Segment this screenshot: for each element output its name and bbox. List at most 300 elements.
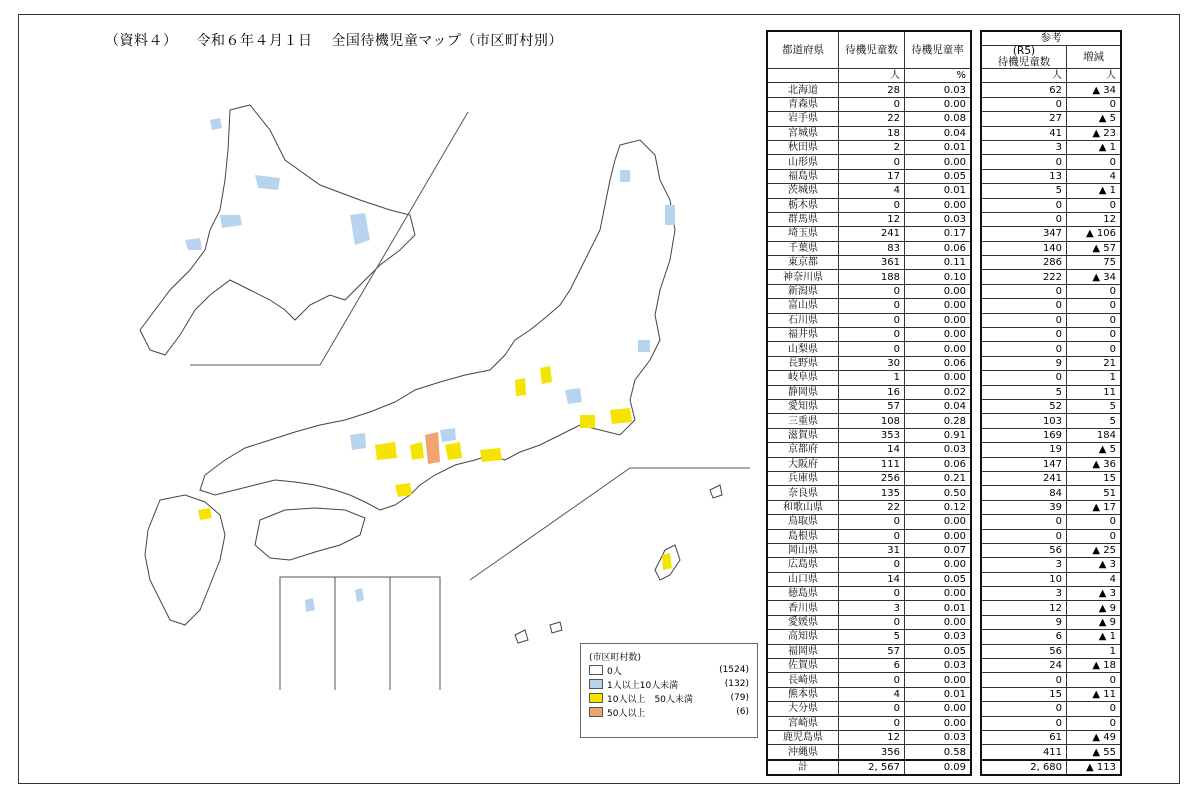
- cell-change: ▲ 106: [1067, 227, 1121, 241]
- cell-rate: 0.08: [904, 112, 971, 126]
- cell-r5: 0: [981, 284, 1067, 298]
- reference-row: [981, 270, 1121, 284]
- cell-change: 0: [1067, 299, 1121, 313]
- header-rate: 待機児童率: [904, 31, 971, 69]
- cell-change: ▲ 55: [1067, 745, 1121, 760]
- total-rate: 0.09: [904, 760, 971, 775]
- cell-count: 0: [839, 702, 905, 716]
- cell-rate: 0.01: [904, 687, 971, 701]
- reference-row: [981, 745, 1121, 760]
- cell-rate: 0.01: [904, 601, 971, 615]
- table-row: [767, 241, 971, 255]
- cell-pref: 三重県: [767, 414, 839, 428]
- cell-r5: 24: [981, 659, 1067, 673]
- table-row: [767, 630, 971, 644]
- cell-r5: 15: [981, 687, 1067, 701]
- cell-r5: 5: [981, 184, 1067, 198]
- cell-pref: 山梨県: [767, 342, 839, 356]
- cell-pref: 北海道: [767, 83, 839, 97]
- table-row: [767, 500, 971, 514]
- cell-count: 57: [839, 644, 905, 658]
- cell-change: ▲ 23: [1067, 126, 1121, 140]
- table-row: [767, 587, 971, 601]
- cell-rate: 0.04: [904, 126, 971, 140]
- cell-pref: 佐賀県: [767, 659, 839, 673]
- cell-count: 0: [839, 558, 905, 572]
- cell-change: 0: [1067, 97, 1121, 111]
- cell-change: ▲ 5: [1067, 443, 1121, 457]
- cell-r5: 27: [981, 112, 1067, 126]
- cell-change: ▲ 1: [1067, 140, 1121, 154]
- table-row: [767, 140, 971, 154]
- cell-pref: 東京都: [767, 256, 839, 270]
- cell-r5: 0: [981, 515, 1067, 529]
- reference-row: [981, 443, 1121, 457]
- table-row: [767, 313, 971, 327]
- reference-row: [981, 615, 1121, 629]
- table-row: [767, 414, 971, 428]
- cell-rate: 0.11: [904, 256, 971, 270]
- cell-r5: 222: [981, 270, 1067, 284]
- cell-r5: 286: [981, 256, 1067, 270]
- cell-pref: 山口県: [767, 572, 839, 586]
- reference-row: [981, 97, 1121, 111]
- cell-r5: 56: [981, 543, 1067, 557]
- cell-pref: 大分県: [767, 702, 839, 716]
- table-row: [767, 543, 971, 557]
- cell-change: 0: [1067, 716, 1121, 730]
- unit-pref: [767, 69, 839, 83]
- cell-pref: 愛知県: [767, 399, 839, 413]
- cell-count: 0: [839, 587, 905, 601]
- cell-count: 0: [839, 529, 905, 543]
- cell-count: 4: [839, 184, 905, 198]
- cell-rate: 0.02: [904, 385, 971, 399]
- cell-r5: 41: [981, 126, 1067, 140]
- reference-row: [981, 529, 1121, 543]
- reference-row: [981, 126, 1121, 140]
- cell-r5: 411: [981, 745, 1067, 760]
- table-row: [767, 299, 971, 313]
- cell-pref: 新潟県: [767, 284, 839, 298]
- table-row: [767, 212, 971, 226]
- cell-count: 0: [839, 299, 905, 313]
- cell-count: 22: [839, 500, 905, 514]
- cell-r5: 3: [981, 587, 1067, 601]
- table-row: [767, 673, 971, 687]
- reference-row: [981, 486, 1121, 500]
- cell-r5: 0: [981, 529, 1067, 543]
- table-row: [767, 659, 971, 673]
- cell-r5: 347: [981, 227, 1067, 241]
- total-reference-row: [981, 760, 1121, 775]
- cell-rate: 0.03: [904, 659, 971, 673]
- cell-count: 14: [839, 572, 905, 586]
- cell-rate: 0.07: [904, 543, 971, 557]
- cell-rate: 0.00: [904, 284, 971, 298]
- cell-rate: 0.03: [904, 212, 971, 226]
- cell-count: 256: [839, 471, 905, 485]
- cell-change: ▲ 3: [1067, 558, 1121, 572]
- cell-r5: 84: [981, 486, 1067, 500]
- cell-r5: 39: [981, 500, 1067, 514]
- cell-pref: 沖縄県: [767, 745, 839, 760]
- title-date: 令和６年４月１日: [196, 33, 313, 49]
- cell-rate: 0.00: [904, 515, 971, 529]
- cell-pref: 神奈川県: [767, 270, 839, 284]
- cell-count: 2: [839, 140, 905, 154]
- table-row: [767, 342, 971, 356]
- cell-rate: 0.06: [904, 457, 971, 471]
- cell-r5: 52: [981, 399, 1067, 413]
- table-row: [767, 169, 971, 183]
- cell-count: 4: [839, 687, 905, 701]
- reference-row: [981, 169, 1121, 183]
- table-row: [767, 256, 971, 270]
- cell-change: 11: [1067, 385, 1121, 399]
- table-row: [767, 385, 971, 399]
- cell-count: 0: [839, 342, 905, 356]
- cell-change: 12: [1067, 212, 1121, 226]
- cell-r5: 9: [981, 356, 1067, 370]
- cell-pref: 千葉県: [767, 241, 839, 255]
- cell-rate: 0.00: [904, 371, 971, 385]
- cell-pref: 香川県: [767, 601, 839, 615]
- cell-rate: 0.03: [904, 730, 971, 744]
- cell-count: 0: [839, 313, 905, 327]
- cell-pref: 富山県: [767, 299, 839, 313]
- cell-pref: 福島県: [767, 169, 839, 183]
- reference-row: [981, 399, 1121, 413]
- reference-row: [981, 227, 1121, 241]
- cell-count: 31: [839, 543, 905, 557]
- cell-change: 4: [1067, 572, 1121, 586]
- reference-row: [981, 83, 1121, 97]
- total-r5: 2, 680: [981, 760, 1067, 775]
- table-row: [767, 112, 971, 126]
- cell-r5: 140: [981, 241, 1067, 255]
- cell-r5: 0: [981, 371, 1067, 385]
- table-row: [767, 443, 971, 457]
- legend-count: (132): [724, 679, 749, 689]
- cell-rate: 0.01: [904, 184, 971, 198]
- cell-change: 15: [1067, 471, 1121, 485]
- cell-change: ▲ 3: [1067, 587, 1121, 601]
- cell-count: 5: [839, 630, 905, 644]
- cell-count: 0: [839, 198, 905, 212]
- cell-pref: 徳島県: [767, 587, 839, 601]
- unit-change: 人: [1067, 69, 1121, 83]
- cell-change: 0: [1067, 673, 1121, 687]
- cell-r5: 0: [981, 716, 1067, 730]
- table-row: [767, 730, 971, 744]
- table-row: [767, 284, 971, 298]
- cell-count: 0: [839, 155, 905, 169]
- cell-rate: 0.00: [904, 342, 971, 356]
- cell-pref: 兵庫県: [767, 471, 839, 485]
- cell-count: 111: [839, 457, 905, 471]
- cell-change: 0: [1067, 515, 1121, 529]
- reference-row: [981, 687, 1121, 701]
- reference-row: [981, 313, 1121, 327]
- reference-row: [981, 385, 1121, 399]
- cell-r5: 0: [981, 313, 1067, 327]
- legend-count: (1524): [719, 665, 749, 675]
- legend-label: 0人: [607, 666, 622, 677]
- cell-change: 5: [1067, 414, 1121, 428]
- reference-row: [981, 112, 1121, 126]
- header-count: 待機児童数: [839, 31, 905, 69]
- cell-r5: 12: [981, 601, 1067, 615]
- cell-r5: 0: [981, 212, 1067, 226]
- cell-count: 0: [839, 328, 905, 342]
- reference-row: [981, 515, 1121, 529]
- cell-pref: 岐阜県: [767, 371, 839, 385]
- header-r5-line2: 待機児童数: [997, 56, 1051, 68]
- cell-change: ▲ 57: [1067, 241, 1121, 255]
- legend-label: 10人以上 50人未満: [607, 694, 693, 705]
- cell-pref: 栃木県: [767, 198, 839, 212]
- total-change: ▲ 113: [1067, 760, 1121, 775]
- reference-row: [981, 702, 1121, 716]
- cell-change: 0: [1067, 284, 1121, 298]
- cell-change: 0: [1067, 198, 1121, 212]
- cell-pref: 大阪府: [767, 457, 839, 471]
- cell-change: 0: [1067, 328, 1121, 342]
- cell-change: 0: [1067, 529, 1121, 543]
- cell-r5: 0: [981, 328, 1067, 342]
- reference-row: [981, 630, 1121, 644]
- cell-rate: 0.03: [904, 443, 971, 457]
- cell-pref: 島根県: [767, 529, 839, 543]
- cell-rate: 0.00: [904, 198, 971, 212]
- cell-change: 0: [1067, 313, 1121, 327]
- cell-r5: 147: [981, 457, 1067, 471]
- reference-row: [981, 414, 1121, 428]
- cell-change: 1: [1067, 644, 1121, 658]
- cell-r5: 19: [981, 443, 1067, 457]
- reference-row: [981, 198, 1121, 212]
- cell-count: 14: [839, 443, 905, 457]
- cell-rate: 0.28: [904, 414, 971, 428]
- cell-r5: 103: [981, 414, 1067, 428]
- table-row: [767, 687, 971, 701]
- table-row: [767, 371, 971, 385]
- cell-rate: 0.00: [904, 702, 971, 716]
- cell-pref: 愛媛県: [767, 615, 839, 629]
- cell-rate: 0.00: [904, 558, 971, 572]
- reference-row: [981, 644, 1121, 658]
- table-row: [767, 155, 971, 169]
- cell-rate: 0.00: [904, 313, 971, 327]
- cell-change: ▲ 34: [1067, 83, 1121, 97]
- table-row: [767, 227, 971, 241]
- table-row: [767, 97, 971, 111]
- cell-pref: 滋賀県: [767, 428, 839, 442]
- cell-r5: 0: [981, 342, 1067, 356]
- cell-change: 184: [1067, 428, 1121, 442]
- cell-change: 75: [1067, 256, 1121, 270]
- table-row: [767, 702, 971, 716]
- cell-rate: 0.05: [904, 169, 971, 183]
- cell-r5: 10: [981, 572, 1067, 586]
- table-row: [767, 399, 971, 413]
- cell-r5: 0: [981, 155, 1067, 169]
- cell-count: 0: [839, 97, 905, 111]
- cell-change: 0: [1067, 155, 1121, 169]
- cell-count: 1: [839, 371, 905, 385]
- cell-rate: 0.06: [904, 356, 971, 370]
- cell-rate: 0.00: [904, 529, 971, 543]
- cell-pref: 山形県: [767, 155, 839, 169]
- legend-item: [589, 691, 749, 705]
- header-r5-line1: (R5): [1012, 45, 1036, 57]
- cell-rate: 0.91: [904, 428, 971, 442]
- cell-r5: 0: [981, 97, 1067, 111]
- reference-row: [981, 601, 1121, 615]
- cell-change: ▲ 36: [1067, 457, 1121, 471]
- legend-swatch: [589, 665, 603, 675]
- cell-pref: 宮城県: [767, 126, 839, 140]
- cell-change: 0: [1067, 702, 1121, 716]
- cell-count: 3: [839, 601, 905, 615]
- cell-rate: 0.10: [904, 270, 971, 284]
- reference-row: [981, 356, 1121, 370]
- table-row: [767, 529, 971, 543]
- cell-rate: 0.03: [904, 83, 971, 97]
- cell-r5: 0: [981, 702, 1067, 716]
- kyushu-shape: [145, 495, 225, 625]
- legend-item: [589, 663, 749, 677]
- cell-rate: 0.00: [904, 673, 971, 687]
- legend-swatch: [589, 693, 603, 703]
- cell-change: ▲ 9: [1067, 601, 1121, 615]
- legend-swatch: [589, 707, 603, 717]
- cell-r5: 169: [981, 428, 1067, 442]
- table-row: [767, 471, 971, 485]
- cell-count: 28: [839, 83, 905, 97]
- table-row: [767, 615, 971, 629]
- reference-row: [981, 342, 1121, 356]
- table-row: [767, 716, 971, 730]
- cell-pref: 石川県: [767, 313, 839, 327]
- legend-heading: (市区町村数): [589, 653, 642, 663]
- reference-row: [981, 284, 1121, 298]
- table-row: [767, 184, 971, 198]
- header-change: 増減: [1067, 46, 1121, 69]
- cell-r5: 0: [981, 299, 1067, 313]
- cell-pref: 鳥取県: [767, 515, 839, 529]
- legend-label: 1人以上10人未満: [607, 680, 679, 691]
- cell-count: 356: [839, 745, 905, 760]
- title-name: 全国待機児童マップ（市区町村別）: [331, 33, 563, 49]
- cell-pref: 青森県: [767, 97, 839, 111]
- header-r5: [981, 46, 1067, 69]
- reference-row: [981, 587, 1121, 601]
- reference-row: [981, 558, 1121, 572]
- legend-count: (79): [730, 693, 749, 703]
- table-row: [767, 83, 971, 97]
- shikoku-shape: [255, 508, 365, 560]
- cell-rate: 0.00: [904, 716, 971, 730]
- cell-r5: 5: [981, 385, 1067, 399]
- reference-row: [981, 572, 1121, 586]
- total-label: 計: [767, 760, 839, 775]
- reference-row: [981, 256, 1121, 270]
- reference-row: [981, 328, 1121, 342]
- cell-pref: 京都府: [767, 443, 839, 457]
- cell-rate: 0.00: [904, 97, 971, 111]
- cell-change: 4: [1067, 169, 1121, 183]
- table-row: [767, 558, 971, 572]
- reference-row: [981, 500, 1121, 514]
- cell-rate: 0.00: [904, 155, 971, 169]
- legend-item: [589, 677, 749, 691]
- cell-change: ▲ 1: [1067, 184, 1121, 198]
- table-body: [767, 83, 971, 775]
- cell-pref: 鹿児島県: [767, 730, 839, 744]
- reference-row: [981, 155, 1121, 169]
- cell-rate: 0.00: [904, 615, 971, 629]
- cell-r5: 0: [981, 198, 1067, 212]
- cell-rate: 0.21: [904, 471, 971, 485]
- table-row: [767, 198, 971, 212]
- cell-r5: 0: [981, 673, 1067, 687]
- cell-rate: 0.00: [904, 587, 971, 601]
- cell-count: 12: [839, 730, 905, 744]
- legend-label: 50人以上: [607, 708, 646, 719]
- cell-rate: 0.00: [904, 299, 971, 313]
- reference-row: [981, 371, 1121, 385]
- title-ref: （資料４）: [105, 33, 178, 49]
- cell-r5: 13: [981, 169, 1067, 183]
- cell-r5: 241: [981, 471, 1067, 485]
- waiting-children-table: [766, 30, 972, 776]
- reference-row: [981, 716, 1121, 730]
- cell-pref: 岩手県: [767, 112, 839, 126]
- legend-item: [589, 705, 749, 719]
- header-reference: 参考: [981, 31, 1121, 46]
- total-count: 2, 567: [839, 760, 905, 775]
- hokkaido-shape: [140, 105, 415, 355]
- cell-change: ▲ 11: [1067, 687, 1121, 701]
- cell-pref: 秋田県: [767, 140, 839, 154]
- cell-change: ▲ 25: [1067, 543, 1121, 557]
- total-row: [767, 760, 971, 775]
- legend-count: (6): [736, 707, 749, 717]
- unit-r5: 人: [981, 69, 1067, 83]
- cell-pref: 奈良県: [767, 486, 839, 500]
- table-row: [767, 644, 971, 658]
- reference-row: [981, 659, 1121, 673]
- cell-change: 21: [1067, 356, 1121, 370]
- table-row: [767, 515, 971, 529]
- document-title: [105, 30, 577, 50]
- cell-count: 18: [839, 126, 905, 140]
- cell-count: 135: [839, 486, 905, 500]
- table-row: [767, 486, 971, 500]
- cell-r5: 3: [981, 558, 1067, 572]
- cell-rate: 0.01: [904, 140, 971, 154]
- cell-count: 241: [839, 227, 905, 241]
- cell-r5: 62: [981, 83, 1067, 97]
- cell-pref: 静岡県: [767, 385, 839, 399]
- unit-count: 人: [839, 69, 905, 83]
- cell-count: 0: [839, 716, 905, 730]
- cell-rate: 0.58: [904, 745, 971, 760]
- reference-row: [981, 673, 1121, 687]
- cell-change: ▲ 49: [1067, 730, 1121, 744]
